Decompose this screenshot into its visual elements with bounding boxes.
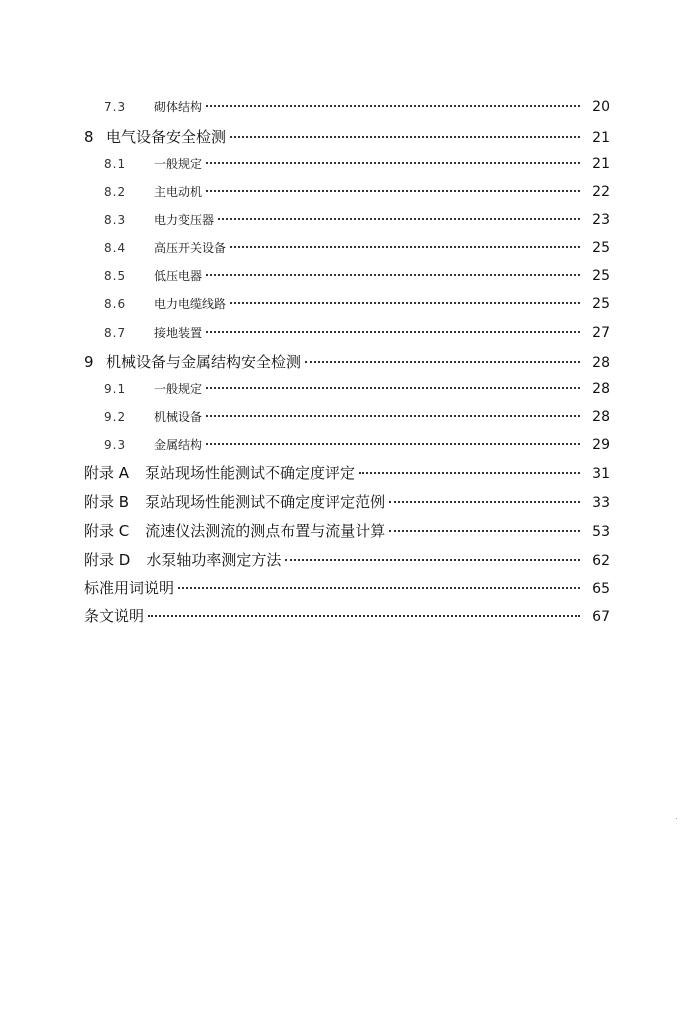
toc-number: 8 xyxy=(84,128,94,146)
toc-title: 水泵轴功率测定方法 xyxy=(146,551,282,569)
toc-number: 附录 D xyxy=(84,551,131,569)
toc-title: 电气设备安全检测 xyxy=(106,128,227,146)
dot-leader xyxy=(206,162,580,164)
toc-entry-appendix-d xyxy=(84,549,610,570)
toc-number: 8.1 xyxy=(104,157,127,171)
toc-entry-8-6 xyxy=(104,295,610,312)
toc-entry-8-3 xyxy=(104,211,610,228)
dot-leader xyxy=(206,387,580,389)
toc-title: 砌体结构 xyxy=(154,100,203,114)
toc-entry-commentary xyxy=(84,605,610,626)
toc-page: 28 xyxy=(592,409,610,425)
toc-page: 25 xyxy=(592,296,610,312)
toc-entry-appendix-b xyxy=(84,491,610,512)
toc-page: 25 xyxy=(592,268,610,284)
toc-title: 机械设备与金属结构安全检测 xyxy=(106,353,302,371)
toc-number: 9.3 xyxy=(104,438,127,452)
dot-leader xyxy=(148,615,580,617)
toc-title: 流速仪法测流的测点布置与流量计算 xyxy=(145,522,386,540)
toc-number: 8.2 xyxy=(104,185,127,199)
toc-number: 8.4 xyxy=(104,241,127,255)
toc-number: 附录 A xyxy=(84,464,130,482)
dot-leader xyxy=(285,559,580,561)
toc-entry-7-3 xyxy=(104,98,610,115)
toc-title: 一般规定 xyxy=(154,157,203,171)
toc-number: 9.1 xyxy=(104,382,127,396)
toc-title: 电力变压器 xyxy=(154,213,215,227)
toc-title: 低压电器 xyxy=(154,269,203,283)
toc-entry-8-4 xyxy=(104,239,610,256)
toc-number: 附录 B xyxy=(84,493,130,511)
toc-page: 67 xyxy=(592,609,610,625)
toc-entry-8-5 xyxy=(104,267,610,284)
toc-entry-9-2 xyxy=(104,408,610,425)
dot-leader xyxy=(230,246,580,248)
toc-number: 9 xyxy=(84,353,94,371)
toc-number: 7.3 xyxy=(104,100,127,114)
toc-entry-9-1 xyxy=(104,380,610,397)
toc-page: 28 xyxy=(592,355,610,371)
toc-entry-8-2 xyxy=(104,183,610,200)
dot-leader xyxy=(206,443,580,445)
toc-entry-8-1 xyxy=(104,155,610,172)
toc-page: 28 xyxy=(592,381,610,397)
dot-leader xyxy=(359,472,580,474)
toc-title: 接地装置 xyxy=(154,326,203,340)
dot-leader xyxy=(206,105,580,107)
toc-number: 8.3 xyxy=(104,213,127,227)
toc-entry-appendix-c xyxy=(84,520,610,541)
toc-page: 21 xyxy=(592,130,610,146)
toc-entry-terms xyxy=(84,577,610,598)
toc-title: 标准用词说明 xyxy=(84,579,175,597)
toc-entry-9-3 xyxy=(104,436,610,453)
dot-leader xyxy=(218,218,580,220)
dot-leader xyxy=(389,530,580,532)
toc-page: 31 xyxy=(592,466,610,482)
toc-page: 62 xyxy=(592,553,610,569)
toc-title: 泵站现场性能测试不确定度评定 xyxy=(145,464,356,482)
dot-leader xyxy=(305,361,580,363)
toc-number: 9.2 xyxy=(104,410,127,424)
toc-title: 主电动机 xyxy=(154,185,203,199)
toc-page: 33 xyxy=(592,495,610,511)
toc-entry-appendix-a xyxy=(84,462,610,483)
toc-page: 65 xyxy=(592,581,610,597)
toc-entry-8-7 xyxy=(104,324,610,341)
toc-page: 53 xyxy=(592,524,610,540)
toc-entry-8 xyxy=(84,126,610,147)
scan-speck xyxy=(676,818,677,819)
dot-leader xyxy=(206,415,580,417)
toc-page: 27 xyxy=(592,325,610,341)
dot-leader xyxy=(206,274,580,276)
toc-title: 一般规定 xyxy=(154,382,203,396)
toc-page: 20 xyxy=(592,99,610,115)
toc-page: 29 xyxy=(592,437,610,453)
toc-title: 条文说明 xyxy=(84,607,145,625)
toc-title: 泵站现场性能测试不确定度评定范例 xyxy=(145,493,386,511)
toc-title: 金属结构 xyxy=(154,438,203,452)
toc-page: 23 xyxy=(592,212,610,228)
toc-page: 25 xyxy=(592,240,610,256)
toc-number: 8.5 xyxy=(104,269,127,283)
dot-leader xyxy=(389,501,580,503)
toc-title: 高压开关设备 xyxy=(154,241,227,255)
toc-page: 21 xyxy=(592,156,610,172)
toc-title: 电力电缆线路 xyxy=(154,297,227,311)
toc-number: 8.6 xyxy=(104,297,127,311)
dot-leader xyxy=(178,587,580,589)
dot-leader xyxy=(206,190,580,192)
toc-number: 8.7 xyxy=(104,326,127,340)
dot-leader xyxy=(230,302,580,304)
dot-leader xyxy=(230,136,580,138)
toc-number: 附录 C xyxy=(84,522,130,540)
toc-page: 22 xyxy=(592,184,610,200)
toc-title: 机械设备 xyxy=(154,410,203,424)
toc-entry-9 xyxy=(84,351,610,372)
dot-leader xyxy=(206,331,580,333)
